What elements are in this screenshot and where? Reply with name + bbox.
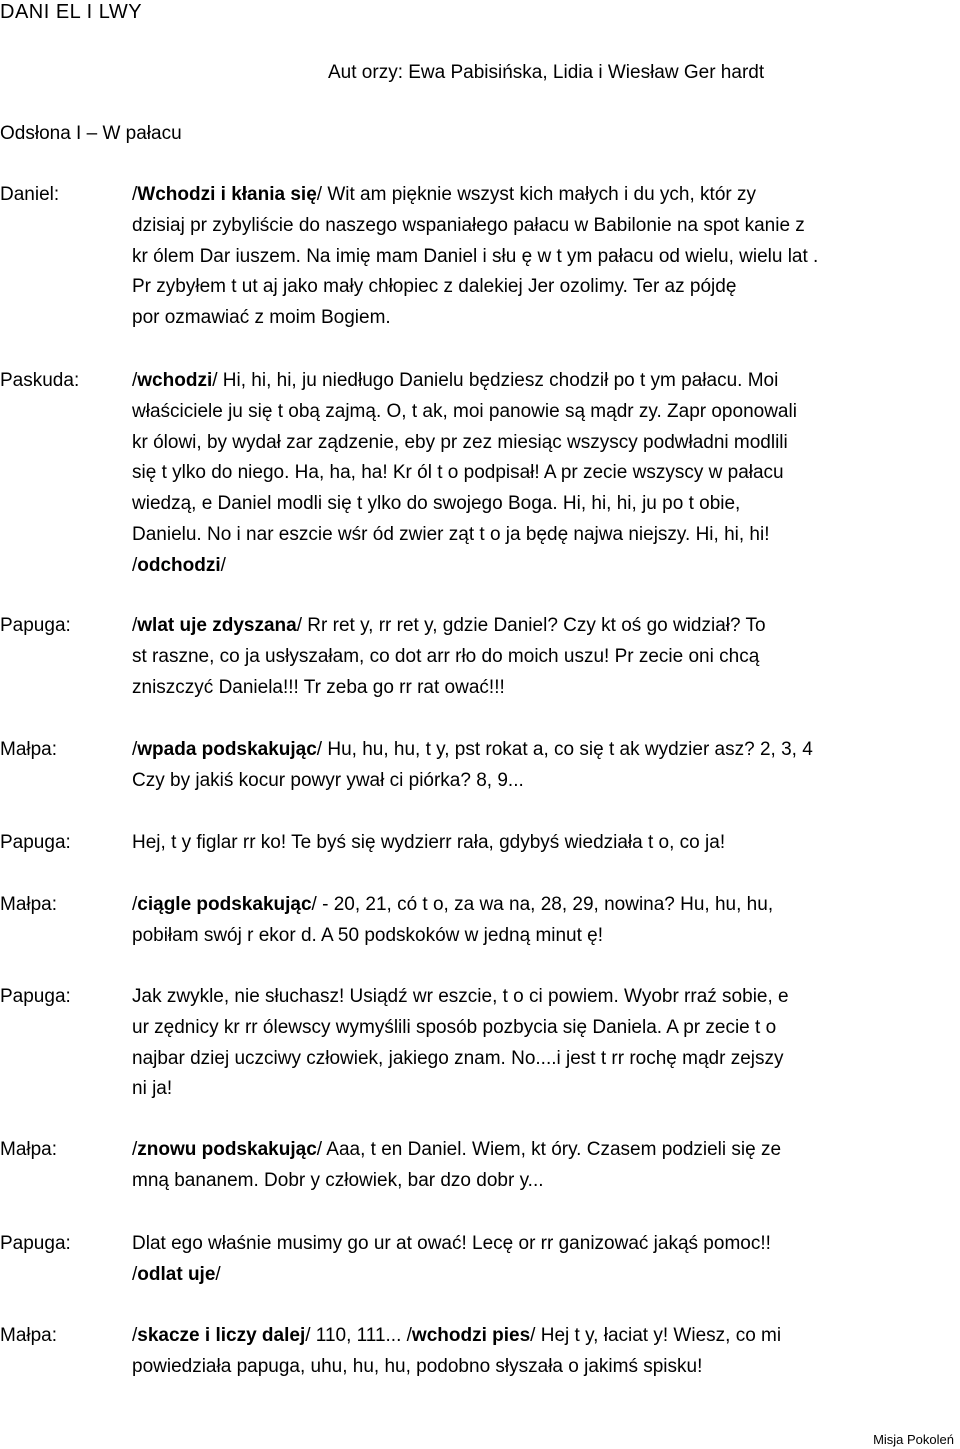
spoken-text: / <box>132 184 138 205</box>
spoken-text: / Rr ret y, rr ret y, gdzie Daniel? Czy kt oś go widział? To <box>296 615 766 636</box>
dialogue-line <box>132 1166 954 1197</box>
dialogue-line <box>132 1260 954 1291</box>
speaker-label: Małpa: <box>0 1325 58 1346</box>
dialogue-line <box>132 982 954 1013</box>
dialogue-line <box>132 1074 954 1105</box>
dialogue-text <box>132 1229 954 1291</box>
spoken-text: Czy by jakiś kocur powyr ywał ci piórka? 8, 9... <box>132 769 524 791</box>
dialogue-line <box>132 458 954 489</box>
dialogue-line <box>132 272 954 303</box>
dialogue-line <box>132 1044 954 1075</box>
speaker-label: Papuga: <box>0 1233 71 1254</box>
dialogue-line <box>132 921 954 952</box>
dialogue-line <box>132 428 954 459</box>
spoken-text: / <box>132 1325 138 1346</box>
spoken-text: / <box>215 1263 221 1285</box>
spoken-text: / Wit am pięknie wszyst kich małych i du ych, któr zy <box>316 184 757 205</box>
spoken-text: / Hu, hu, hu, t y, pst rokat a, co się t ak wydzier asz? 2, 3, 4 <box>316 739 813 760</box>
dialogue-line <box>132 397 954 428</box>
dialogue-text <box>132 735 954 797</box>
spoken-text: Danielu. No i nar eszcie wśr ód zwier ząt t o ja będę najwa niejszy. Hi, hi, hi! <box>132 523 770 545</box>
scene-heading: Odsłona I – W pałacu <box>0 123 182 144</box>
spoken-text: / - 20, 21, có t o, za wa na, 28, 29, nowina? Hu, hu, hu, <box>311 894 774 915</box>
document-title: DANI EL I LWY <box>0 1 143 23</box>
speaker-label: Papuga: <box>0 986 71 1007</box>
dialogue-line <box>132 1352 954 1383</box>
dialogue-text <box>132 1135 954 1197</box>
dialogue-line <box>132 303 954 334</box>
dialogue-line <box>132 735 954 766</box>
spoken-text: mną bananem. Dobr y człowiek, bar dzo dobr y... <box>132 1169 544 1191</box>
speaker-label: Małpa: <box>0 739 58 760</box>
dialogue-line <box>132 551 954 582</box>
dialogue-line <box>132 1229 954 1260</box>
dialogue-text <box>132 982 954 1105</box>
spoken-text: ni ja! <box>132 1078 173 1100</box>
spoken-text: dzisiaj pr zybyliście do naszego wspaniałego pałacu w Babilonie na spot kanie z <box>132 214 805 236</box>
spoken-text: Dlat ego właśnie musimy go ur at ować! Lecę or rr ganizować jakąś pomoc!! <box>132 1233 771 1254</box>
spoken-text: / Hej t y, łaciat y! Wiesz, co mi <box>530 1325 782 1346</box>
spoken-text: Jak zwykle, nie słuchasz! Usiądź wr eszcie, t o ci powiem. Wyobr rraź sobie, e <box>132 986 789 1007</box>
footer-brand: Misja Pokoleń <box>873 1432 954 1447</box>
spoken-text: / <box>132 615 138 636</box>
spoken-text: / <box>220 554 226 576</box>
stage-direction: odchodzi <box>137 554 221 576</box>
spoken-text: pobiłam swój r ekor d. A 50 podskoków w jedną minut ę! <box>132 924 604 946</box>
spoken-text: / Aaa, t en Daniel. Wiem, kt óry. Czasem podzieli się ze <box>316 1139 782 1160</box>
dialogue-line <box>132 673 954 704</box>
spoken-text: najbar dziej uczciwy człowiek, jakiego znam. No....i jest t rr rochę mądr zejszy <box>132 1047 784 1069</box>
dialogue-line <box>132 828 954 859</box>
dialogue-line <box>132 1135 954 1166</box>
spoken-text: st raszne, co ja usłyszałam, co dot arr rło do moich uszu! Pr zecie oni chcą <box>132 645 760 667</box>
stage-direction: wchodzi pies <box>411 1325 531 1346</box>
spoken-text: się t ylko do niego. Ha, ha, ha! Kr ól t o podpisał! A pr zecie wszyscy w pałacu <box>132 462 784 484</box>
stage-direction: wchodzi <box>137 370 213 391</box>
speaker-label: Papuga: <box>0 615 71 636</box>
stage-direction: skacze i liczy dalej <box>137 1325 306 1346</box>
dialogue-line <box>132 642 954 673</box>
dialogue-line <box>132 766 954 797</box>
spoken-text: Pr zybyłem t ut aj jako mały chłopiec z dalekiej Jer ozolimy. Ter az pójdę <box>132 276 737 298</box>
spoken-text: / <box>132 1263 138 1285</box>
dialogue-text <box>132 366 954 582</box>
authors-line: Aut orzy: Ewa Pabisińska, Lidia i Wiesław Ger hardt <box>328 62 765 83</box>
speaker-label: Papuga: <box>0 832 71 853</box>
spoken-text: kr ólem Dar iuszem. Na imię mam Daniel i słu ę w t ym pałacu od wielu, wielu lat . <box>132 245 819 267</box>
spoken-text: / <box>132 739 138 760</box>
stage-direction: ciągle podskakując <box>137 894 312 915</box>
stage-direction: znowu podskakując <box>137 1139 317 1160</box>
spoken-text: właściciele ju się t obą zajmą. O, t ak, moi panowie są mądr zy. Zapr oponowali <box>132 400 797 422</box>
dialogue-text <box>132 890 954 952</box>
stage-direction: wpada podskakując <box>137 739 317 760</box>
dialogue-text <box>132 611 954 703</box>
spoken-text: / <box>132 894 138 915</box>
spoken-text: ur zędnicy kr rr ólewscy wymyślili sposób pozbycia się Daniela. A pr zecie t o <box>132 1016 777 1038</box>
spoken-text: / <box>132 370 138 391</box>
dialogue-text <box>132 1321 954 1383</box>
dialogue-line <box>132 242 954 273</box>
spoken-text: Hej, t y figlar rr ko! Te byś się wydzierr rała, gdybyś wiedziała t o, co ja! <box>132 832 726 853</box>
dialogue-text <box>132 180 954 334</box>
spoken-text: / 110, 111... / <box>305 1325 412 1346</box>
stage-direction: wlat uje zdyszana <box>137 615 297 636</box>
speaker-label: Małpa: <box>0 1139 58 1160</box>
dialogue-line <box>132 366 954 397</box>
dialogue-line <box>132 1013 954 1044</box>
dialogue-line <box>132 890 954 921</box>
spoken-text: / Hi, hi, hi, ju niedługo Danielu będziesz chodził po t ym pałacu. Moi <box>212 370 779 391</box>
dialogue-line <box>132 489 954 520</box>
dialogue-line <box>132 520 954 551</box>
spoken-text: wiedzą, e Daniel modli się t ylko do swojego Boga. Hi, hi, hi, ju po t obie, <box>132 493 741 515</box>
dialogue-text <box>132 828 954 859</box>
stage-direction: odlat uje <box>137 1263 216 1285</box>
dialogue-line <box>132 180 954 211</box>
speaker-label: Paskuda: <box>0 370 80 391</box>
dialogue-line <box>132 211 954 242</box>
dialogue-line <box>132 611 954 642</box>
dialogue-line <box>132 1321 954 1352</box>
spoken-text: / <box>132 554 138 576</box>
spoken-text: / <box>132 1139 138 1160</box>
spoken-text: powiedziała papuga, uhu, hu, hu, podobno słyszała o jakimś spisku! <box>132 1355 703 1377</box>
spoken-text: kr ólowi, by wydał zar ządzenie, eby pr zez miesiąc wszyscy podwładni modlili <box>132 431 788 453</box>
stage-direction: Wchodzi i kłania się <box>137 184 317 205</box>
spoken-text: por ozmawiać z moim Bogiem. <box>132 307 391 329</box>
spoken-text: zniszczyć Daniela!!! Tr zeba go rr rat ować!!! <box>132 676 505 698</box>
speaker-label: Małpa: <box>0 894 58 915</box>
speaker-label: Daniel: <box>0 184 60 205</box>
